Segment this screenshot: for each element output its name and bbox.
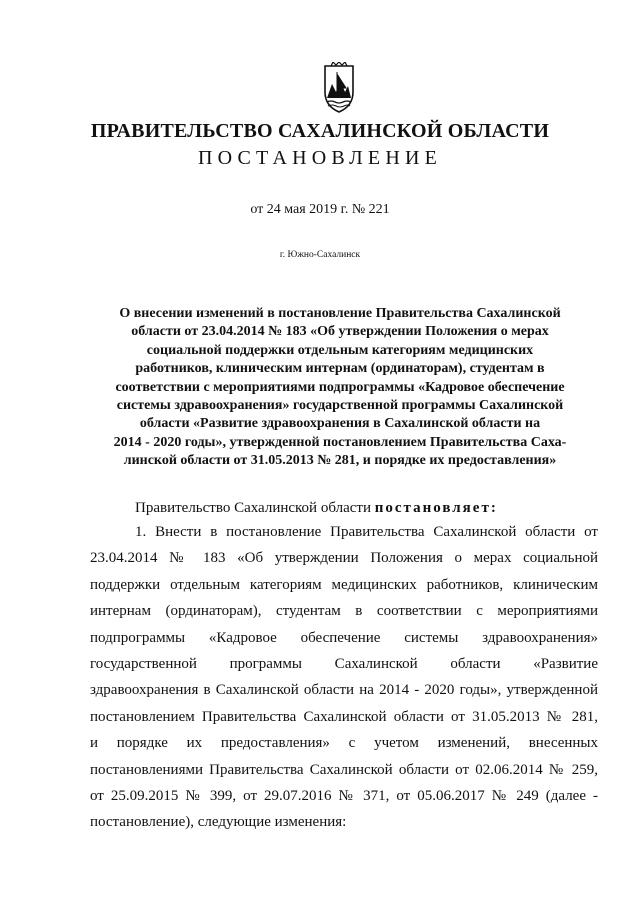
body-line: 23.04.2014 № 183 «Об утверждении Положения о мерах социальной [90, 550, 598, 567]
preamble [135, 500, 498, 517]
subject-line: работников, клиническим интернам (ординаторам), студентам в [135, 361, 545, 377]
document-subject [90, 305, 590, 471]
subject-line: О внесении изменений в постановление Правительства Сахалинской [119, 306, 561, 321]
subject-line: соответствии с мероприятиями подпрограммы «Кадровое обеспечение [115, 379, 565, 395]
body-line: постановлениями Правительства Сахалинской области от 02.06.2014 № 259, [90, 761, 598, 778]
subject-line: области «Развитие здравоохранения в Сахалинской области на [139, 416, 541, 432]
subject-line: области от 23.04.2014 № 183 «Об утверждении Положения о мерах [131, 324, 549, 340]
body-line: государственной программы Сахалинской области «Развитие [90, 655, 598, 672]
preamble-text: Правительство Сахалинской области [135, 500, 371, 516]
subject-line: 2014 - 2020 годы», утвержденной постановлением Правительства Саха- [113, 434, 567, 450]
body-line: постановление), следующие изменения: [90, 814, 347, 831]
document-date-number: от 24 мая 2019 г. № 221 [250, 202, 390, 217]
body-line: постановлением Правительства Сахалинской области от 31.05.2013 № 281, [90, 708, 598, 725]
body-line: здравоохранения в Сахалинской области на 2014 - 2020 годы», утвержденной [90, 682, 598, 699]
body-line: поддержки отдельным категориям медицинских работников, клиническим [90, 576, 598, 593]
preamble-resolves: постановляет: [374, 500, 498, 516]
document-city: г. Южно-Сахалинск [279, 250, 361, 260]
government-title: ПРАВИТЕЛЬСТВО САХАЛИНСКОЙ ОБЛАСТИ [90, 120, 550, 142]
body-line: от 25.09.2015 № 399, от 29.07.2016 № 371, от 05.06.2017 № 249 (далее - [90, 787, 598, 804]
subject-line: системы здравоохранения» государственной программы Сахалинской [116, 398, 564, 414]
document-type: ПОСТАНОВЛЕНИЕ [197, 147, 443, 169]
body-line: интернам (ординаторам), студентам в соответствии с мероприятиями [90, 603, 598, 620]
coat-of-arms-icon [319, 62, 359, 114]
body-line: подпрограммы «Кадровое обеспечение системы здравоохранения» [90, 629, 598, 646]
document-body [90, 519, 598, 836]
subject-line: линской области от 31.05.2013 № 281, и порядке их предоставления» [123, 453, 557, 469]
body-line: и порядке их предоставления» с учетом изменений, внесенных [90, 735, 598, 752]
body-line: 1. Внести в постановление Правительства Сахалинской области от [135, 524, 598, 540]
subject-line: социальной поддержки отдельным категориям медицинских [146, 342, 534, 358]
